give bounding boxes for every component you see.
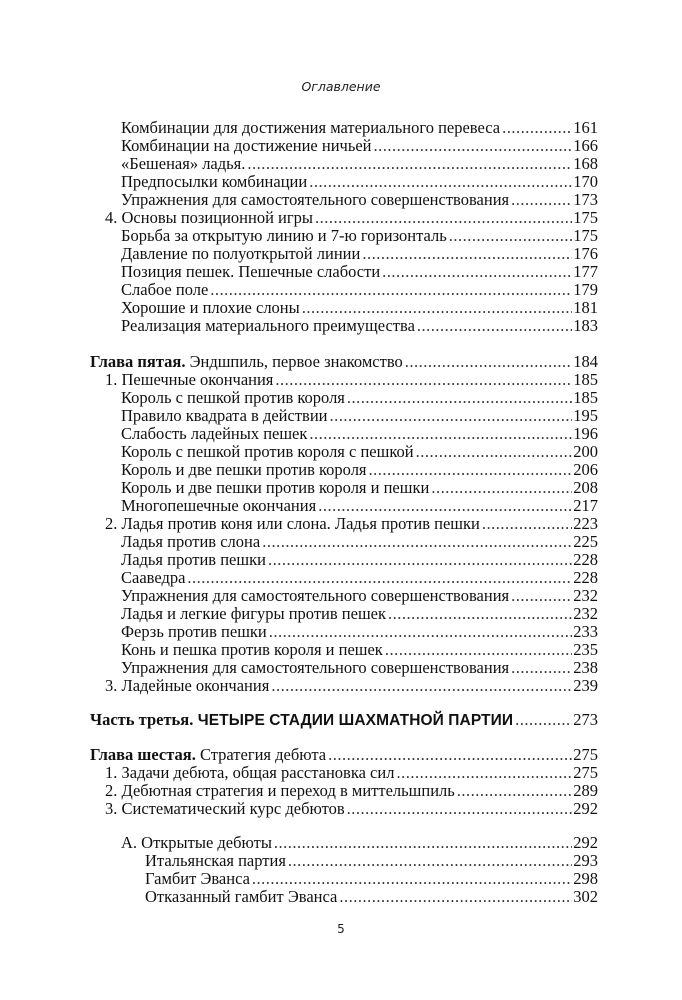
toc-entry[interactable]: 4. Основы позиционной игры ..... 175 <box>105 209 598 227</box>
page-number: 185 <box>573 370 598 389</box>
leader-dots <box>269 623 572 641</box>
leader-dots <box>369 461 573 479</box>
toc-entry[interactable]: Ладья против пешки ..... 228 <box>121 551 598 569</box>
part-title: ЧЕТЫРЕ СТАДИИ ШАХМАТНОЙ ПАРТИИ <box>193 712 514 729</box>
toc-entry[interactable]: Ладья против слона ..... 225 <box>121 533 598 551</box>
page-number: 184 <box>573 352 598 371</box>
page-number: 292 <box>573 799 598 818</box>
leader-dots <box>328 746 572 764</box>
toc-entry[interactable]: 3. Систематический курс дебютов ..... 292 <box>105 800 598 818</box>
page-number: 273 <box>573 710 598 729</box>
leader-dots <box>431 479 572 497</box>
part-heading-3[interactable] <box>90 711 598 730</box>
page-number: 225 <box>573 532 598 551</box>
toc-entry[interactable]: Гамбит Эванса ..... 298 <box>145 870 598 888</box>
part-label: Часть третья. <box>90 710 194 729</box>
page-number: 185 <box>573 388 598 407</box>
leader-dots <box>318 497 572 515</box>
toc-entry[interactable]: Правило квадрата в действии ..... 195 <box>121 407 598 425</box>
toc-entry[interactable]: Давление по полуоткрытой линии ..... 176 <box>121 245 598 263</box>
chapter-label: Глава пятая. <box>90 352 186 371</box>
running-header: Оглавление <box>301 79 381 94</box>
toc-entry[interactable]: 1. Задачи дебюта, общая расстановка сил ..... 275 <box>105 764 598 782</box>
leader-dots <box>515 711 572 729</box>
chapter-label: Глава шестая. <box>90 745 196 764</box>
page-number: 208 <box>573 478 598 497</box>
page-number: 233 <box>573 622 598 641</box>
page-number: 239 <box>573 676 598 695</box>
toc-entry[interactable]: «Бешеная» ладья. ..... 168 <box>121 155 598 173</box>
page-number: 232 <box>573 586 598 605</box>
leader-dots <box>405 353 572 371</box>
toc-entry[interactable]: Сааведра ..... 228 <box>121 569 598 587</box>
toc-entry[interactable]: Борьба за открытую линию и 7-ю горизонталь ..... 175 <box>121 227 598 245</box>
page-number: 292 <box>573 833 598 852</box>
page-number: 175 <box>573 208 598 227</box>
page-number: 200 <box>573 442 598 461</box>
leader-dots <box>274 834 572 852</box>
page-number: 217 <box>573 496 598 515</box>
page-number: 235 <box>573 640 598 659</box>
page-number: 177 <box>573 262 598 281</box>
toc-entry[interactable]: Слабость ладейных пешек ..... 196 <box>121 425 598 443</box>
page-number-footer: 5 <box>337 922 345 936</box>
leader-dots <box>417 317 572 335</box>
page-number: 173 <box>573 190 598 209</box>
toc-entry[interactable]: 2. Ладья против коня или слона. Ладья против пешки ..... 223 <box>105 515 598 533</box>
toc-entry[interactable]: 1. Пешечные окончания ..... 185 <box>105 371 598 389</box>
leader-dots <box>339 888 572 906</box>
leader-dots <box>502 119 572 137</box>
toc-entry[interactable]: Ладья и легкие фигуры против пешек ..... 232 <box>121 605 598 623</box>
leader-dots <box>385 641 572 659</box>
toc-entry[interactable]: Король и две пешки против короля ..... 206 <box>121 461 598 479</box>
leader-dots <box>275 371 572 389</box>
page-number: 196 <box>573 424 598 443</box>
toc-entry[interactable]: Конь и пешка против короля и пешек ..... 235 <box>121 641 598 659</box>
leader-dots <box>247 155 572 173</box>
leader-dots <box>362 245 572 263</box>
leader-dots <box>288 852 572 870</box>
toc-entry[interactable]: Король с пешкой против короля с пешкой ..... 200 <box>121 443 598 461</box>
page-number: 228 <box>573 550 598 569</box>
leader-dots <box>388 605 572 623</box>
page-number: 232 <box>573 604 598 623</box>
leader-dots <box>457 782 572 800</box>
chapter-heading-6[interactable] <box>90 746 598 764</box>
page-number: 166 <box>573 136 598 155</box>
leader-dots <box>271 677 572 695</box>
leader-dots <box>511 587 572 605</box>
leader-dots <box>309 425 572 443</box>
page-number: 223 <box>573 514 598 533</box>
page-number: 170 <box>573 172 598 191</box>
toc-entry[interactable]: А. Открытые дебюты ..... 292 <box>121 834 598 852</box>
page-number: 183 <box>573 316 598 335</box>
toc-entry[interactable]: Предпосылки комбинации ..... 170 <box>121 173 598 191</box>
page-number: 181 <box>573 298 598 317</box>
page-number: 293 <box>573 851 598 870</box>
toc-entry[interactable]: Комбинации на достижение ничьей ..... 166 <box>121 137 598 155</box>
leader-dots <box>482 515 572 533</box>
leader-dots <box>416 443 573 461</box>
toc-entry[interactable]: Упражнения для самостоятельного совершенствования ..... 238 <box>121 659 598 677</box>
page-number: 289 <box>573 781 598 800</box>
leader-dots <box>262 533 572 551</box>
toc-entry[interactable]: Упражнения для самостоятельного совершенствования ..... 173 <box>121 191 598 209</box>
page-number: 195 <box>573 406 598 425</box>
page-number: 206 <box>573 460 598 479</box>
leader-dots <box>511 191 572 209</box>
chapter-title: Эндшпиль, первое знакомство <box>185 352 403 371</box>
leader-dots <box>329 407 572 425</box>
page-number: 228 <box>573 568 598 587</box>
toc-entry[interactable]: Слабое поле ..... 179 <box>121 281 598 299</box>
leader-dots <box>309 173 572 191</box>
page-number: 179 <box>573 280 598 299</box>
page-number: 275 <box>573 763 598 782</box>
chapter-heading-5[interactable] <box>90 353 598 371</box>
toc-entry[interactable]: 2. Дебютная стратегия и переход в миттельшпиль ..... 289 <box>105 782 598 800</box>
chapter-title: Стратегия дебюта <box>195 745 327 764</box>
page-number: 298 <box>573 869 598 888</box>
leader-dots <box>187 569 572 587</box>
page-number: 302 <box>573 887 598 906</box>
toc-entry[interactable]: Отказанный гамбит Эванса ..... 302 <box>145 888 598 906</box>
toc-entry[interactable]: 3. Ладейные окончания ..... 239 <box>105 677 598 695</box>
toc-entry[interactable]: Комбинации для достижения материального перевеса ..... 161 <box>121 119 598 137</box>
page-number: 176 <box>573 244 598 263</box>
toc-entry[interactable]: Упражнения для самостоятельного совершенствования ..... 232 <box>121 587 598 605</box>
toc-entry[interactable]: Ферзь против пешки ..... 233 <box>121 623 598 641</box>
toc-entry[interactable]: Хорошие и плохие слоны ..... 181 <box>121 299 598 317</box>
toc-entry[interactable]: Король и две пешки против короля и пешки ..... 208 <box>121 479 598 497</box>
leader-dots <box>511 659 572 677</box>
leader-dots <box>347 800 573 818</box>
leader-dots <box>382 263 572 281</box>
leader-dots <box>449 227 572 245</box>
leader-dots <box>302 299 573 317</box>
toc-entry[interactable]: Король с пешкой против короля ..... 185 <box>121 389 598 407</box>
leader-dots <box>252 870 572 888</box>
page-number: 238 <box>573 658 598 677</box>
leader-dots <box>374 137 573 155</box>
leader-dots <box>315 209 572 227</box>
page-number: 168 <box>573 154 598 173</box>
toc-entry[interactable]: Реализация материального преимущества ..... 183 <box>121 317 598 335</box>
leader-dots <box>347 389 572 407</box>
leader-dots <box>396 764 572 782</box>
toc-entry[interactable]: Итальянская партия ..... 293 <box>145 852 598 870</box>
page-number: 161 <box>573 118 598 137</box>
page-number: 175 <box>573 226 598 245</box>
page-number: 275 <box>573 745 598 764</box>
toc-entry[interactable]: Позиция пешек. Пешечные слабости ..... 177 <box>121 263 598 281</box>
leader-dots <box>210 281 572 299</box>
leader-dots <box>268 551 572 569</box>
toc-entry[interactable]: Многопешечные окончания ..... 217 <box>121 497 598 515</box>
